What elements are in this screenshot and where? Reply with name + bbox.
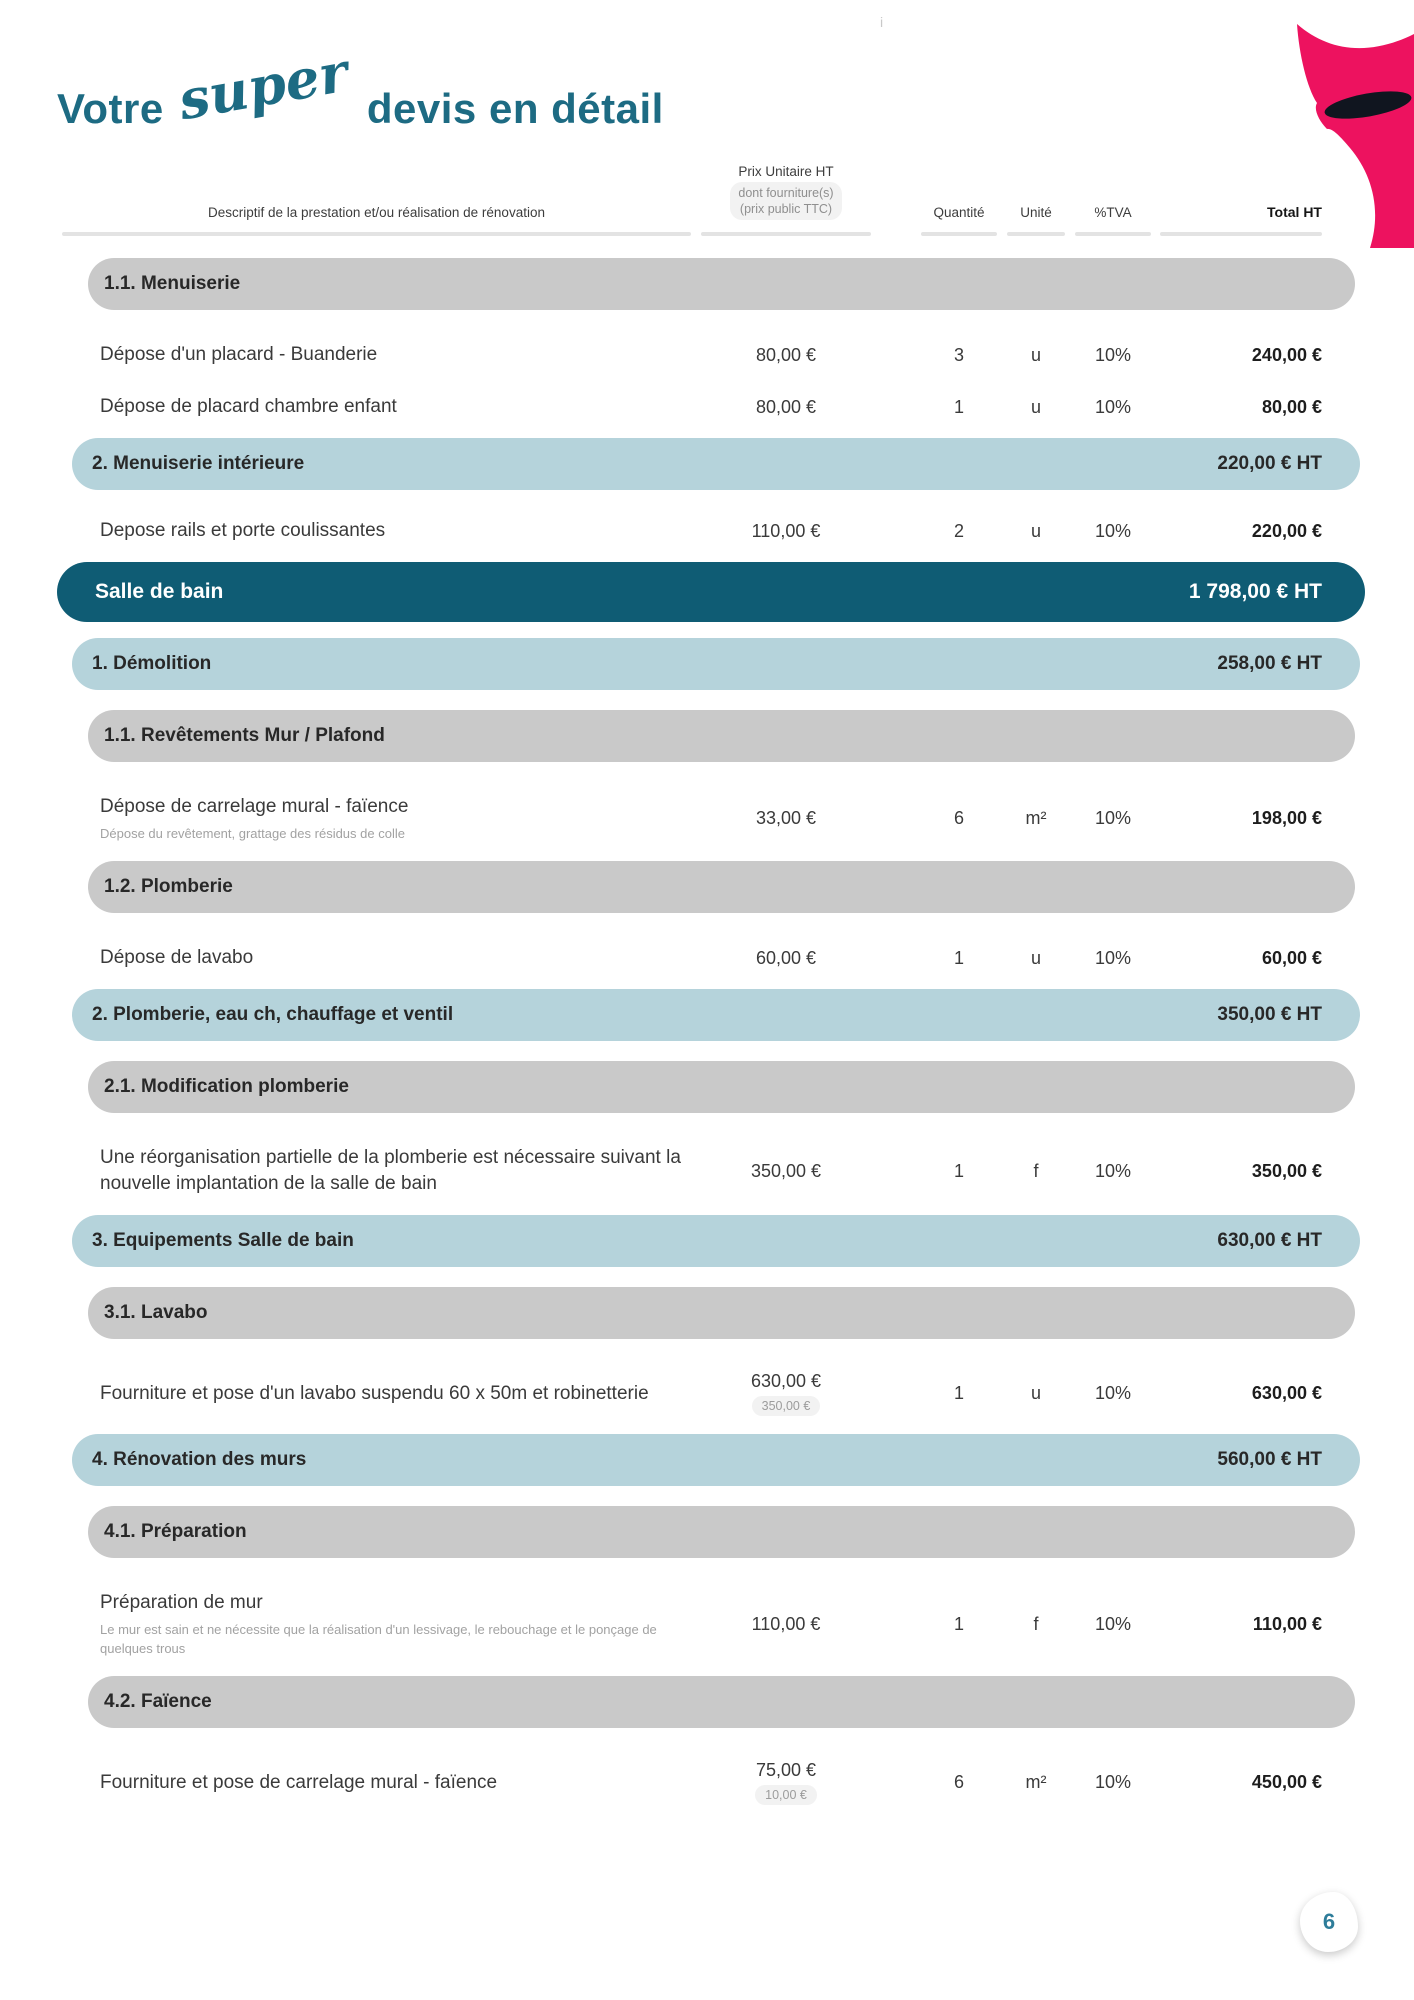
total-ht-cell: 80,00 € bbox=[1261, 396, 1322, 417]
unit-price-header-line2: dont fourniture(s) bbox=[738, 186, 834, 200]
vat-cell: 10% bbox=[1094, 344, 1132, 365]
table-item-row bbox=[57, 1752, 1365, 1813]
column-header-description bbox=[57, 205, 696, 236]
quantity-cell: 3 bbox=[953, 344, 964, 365]
header-underline bbox=[1075, 232, 1151, 236]
item-title: Préparation de mur bbox=[100, 1592, 263, 1613]
quantity-cell: 2 bbox=[953, 520, 964, 541]
total-ht-cell: 630,00 € bbox=[1251, 1383, 1322, 1403]
quantity-cell: 1 bbox=[953, 947, 964, 968]
item-description bbox=[57, 342, 696, 368]
unit-price-value: 80,00 € bbox=[755, 344, 817, 365]
section-subtotal: 630,00 € HT bbox=[1217, 1230, 1322, 1251]
table-item-row bbox=[57, 1582, 1365, 1666]
subsection-bar bbox=[88, 1506, 1355, 1558]
page-title bbox=[57, 39, 1414, 148]
unit-price-value: 60,00 € bbox=[755, 947, 817, 968]
quote-table bbox=[57, 164, 1365, 1813]
room-label: Salle de bain bbox=[95, 580, 224, 603]
item-description bbox=[57, 1770, 696, 1796]
vat-cell: 10% bbox=[1094, 520, 1132, 541]
supply-price-pill: 350,00 € bbox=[752, 1396, 821, 1416]
subsection-bar bbox=[88, 1287, 1355, 1339]
table-item-row bbox=[57, 386, 1365, 428]
section-bar bbox=[72, 1434, 1360, 1486]
unit-price-cell bbox=[696, 808, 876, 829]
vat-cell: 10% bbox=[1094, 808, 1132, 828]
item-title: Fourniture et pose d'un lavabo suspendu 60 x 50m et robinetterie bbox=[100, 1382, 649, 1404]
item-description bbox=[57, 1381, 696, 1407]
unit-cell: u bbox=[1030, 947, 1041, 968]
total-ht-cell: 60,00 € bbox=[1261, 947, 1322, 968]
vat-cell: 10% bbox=[1094, 1772, 1132, 1792]
item-description bbox=[57, 794, 696, 843]
table-item-row bbox=[57, 1137, 1365, 1205]
header-underline bbox=[62, 232, 691, 236]
item-title: Dépose d'un placard - Buanderie bbox=[100, 344, 378, 365]
quantity-header-label: Quantité bbox=[933, 205, 985, 220]
subsection-label: 1.2. Plomberie bbox=[104, 876, 233, 897]
unit-price-value: 33,00 € bbox=[755, 808, 817, 828]
subsection-bar bbox=[88, 710, 1355, 762]
header-underline bbox=[921, 232, 997, 236]
total-ht-cell: 240,00 € bbox=[1251, 344, 1322, 365]
item-description bbox=[57, 945, 696, 971]
total-ht-cell: 198,00 € bbox=[1251, 808, 1322, 828]
unit-price-value: 75,00 € bbox=[755, 1760, 817, 1780]
item-description bbox=[57, 1145, 696, 1197]
section-bar bbox=[72, 1215, 1360, 1267]
table-item-row bbox=[57, 334, 1365, 376]
item-note: Le mur est sain et ne nécessite que la réalisation d'un lessivage, le rebouchage et le ponçage de quelques trous bbox=[100, 1622, 657, 1656]
section-bar bbox=[72, 438, 1360, 490]
unit-price-cell bbox=[696, 345, 876, 366]
unit-price-header-line1: Prix Unitaire HT bbox=[738, 164, 834, 179]
item-note: Dépose du revêtement, grattage des résidus de colle bbox=[100, 826, 405, 841]
quantity-cell: 6 bbox=[953, 808, 964, 828]
subsection-label: 2.1. Modification plomberie bbox=[104, 1076, 349, 1097]
unit-price-value: 350,00 € bbox=[750, 1160, 822, 1181]
column-header-unit bbox=[1002, 205, 1070, 236]
unit-cell: u bbox=[1030, 520, 1041, 541]
item-title: Depose rails et porte coulissantes bbox=[100, 520, 386, 541]
title-prefix: Votre bbox=[57, 84, 164, 132]
vat-cell: 10% bbox=[1094, 1613, 1132, 1634]
vat-cell: 10% bbox=[1094, 396, 1132, 417]
subsection-bar bbox=[88, 258, 1355, 310]
unit-cell: m² bbox=[1025, 1772, 1047, 1792]
unit-price-cell bbox=[696, 397, 876, 418]
unit-cell: u bbox=[1030, 344, 1041, 365]
quantity-cell: 1 bbox=[953, 1383, 964, 1403]
quantity-cell: 1 bbox=[953, 396, 964, 417]
table-header bbox=[57, 164, 1365, 236]
total-ht-cell: 220,00 € bbox=[1251, 520, 1322, 541]
quote-table-body bbox=[57, 258, 1365, 1813]
total-header-label: Total HT bbox=[1267, 204, 1322, 220]
unit-price-cell bbox=[696, 1614, 876, 1635]
stray-mark: i bbox=[880, 14, 884, 30]
page-number: 6 bbox=[1322, 1909, 1336, 1934]
item-description bbox=[57, 1590, 696, 1658]
unit-cell: u bbox=[1030, 1383, 1041, 1403]
vat-cell: 10% bbox=[1094, 1160, 1132, 1181]
item-description bbox=[57, 394, 696, 420]
quantity-cell: 6 bbox=[953, 1772, 964, 1792]
unit-price-value: 110,00 € bbox=[751, 520, 821, 541]
unit-header-label: Unité bbox=[1020, 205, 1052, 220]
total-ht-cell: 350,00 € bbox=[1251, 1160, 1322, 1181]
section-subtotal: 350,00 € HT bbox=[1217, 1004, 1322, 1025]
page-number-badge bbox=[1300, 1892, 1358, 1952]
unit-price-cell bbox=[696, 948, 876, 969]
section-label: 1. Démolition bbox=[92, 653, 212, 674]
section-subtotal: 560,00 € HT bbox=[1217, 1449, 1322, 1470]
item-title: Fourniture et pose de carrelage mural - faïence bbox=[100, 1771, 498, 1793]
unit-price-value: 80,00 € bbox=[755, 396, 817, 417]
total-ht-cell: 110,00 € bbox=[1252, 1613, 1322, 1634]
section-label: 2. Menuiserie intérieure bbox=[92, 453, 305, 474]
title-suffix: devis en détail bbox=[366, 84, 664, 132]
item-title: Dépose de placard chambre enfant bbox=[100, 396, 397, 417]
subsection-label: 4.2. Faïence bbox=[104, 1691, 212, 1712]
room-bar bbox=[57, 562, 1365, 622]
unit-price-value: 630,00 € bbox=[750, 1371, 822, 1391]
vat-cell: 10% bbox=[1094, 1383, 1132, 1403]
table-item-row bbox=[57, 1363, 1365, 1424]
header-underline bbox=[1007, 232, 1065, 236]
subsection-bar bbox=[88, 1061, 1355, 1113]
column-header-description-label: Descriptif de la prestation et/ou réalisation de rénovation bbox=[208, 205, 545, 220]
subsection-label: 4.1. Préparation bbox=[104, 1521, 247, 1542]
subsection-label: 1.1. Revêtements Mur / Plafond bbox=[104, 725, 385, 746]
room-subtotal: 1 798,00 € HT bbox=[1188, 580, 1322, 603]
unit-price-cell bbox=[696, 1371, 876, 1416]
column-header-vat bbox=[1070, 205, 1156, 236]
vat-header-label: %TVA bbox=[1094, 205, 1132, 220]
item-description bbox=[57, 518, 696, 544]
column-header-unit-price bbox=[696, 164, 876, 236]
unit-price-cell bbox=[696, 1161, 876, 1182]
item-title: Une réorganisation partielle de la plomberie est nécessaire suivant la nouvelle implantation de la salle de bain bbox=[100, 1147, 681, 1194]
subsection-label: 1.1. Menuiserie bbox=[104, 273, 241, 294]
title-script-word: super bbox=[173, 39, 353, 133]
unit-cell: f bbox=[1033, 1613, 1039, 1634]
unit-price-header-pill bbox=[730, 182, 841, 220]
unit-cell: u bbox=[1030, 396, 1041, 417]
section-label: 2. Plomberie, eau ch, chauffage et ventil bbox=[92, 1004, 454, 1025]
unit-price-cell bbox=[696, 521, 876, 542]
unit-cell: m² bbox=[1025, 808, 1047, 828]
item-title: Dépose de lavabo bbox=[100, 947, 254, 968]
unit-price-header-line3: (prix public TTC) bbox=[739, 202, 833, 216]
supply-price-pill: 10,00 € bbox=[755, 1785, 817, 1805]
unit-price-cell bbox=[696, 1760, 876, 1805]
unit-cell: f bbox=[1033, 1160, 1039, 1181]
header-underline bbox=[701, 232, 871, 236]
section-bar bbox=[72, 989, 1360, 1041]
vat-cell: 10% bbox=[1094, 947, 1132, 968]
table-item-row bbox=[57, 786, 1365, 851]
table-item-row bbox=[57, 937, 1365, 979]
section-subtotal: 258,00 € HT bbox=[1217, 653, 1322, 674]
quantity-cell: 1 bbox=[953, 1613, 964, 1634]
section-subtotal: 220,00 € HT bbox=[1217, 453, 1322, 474]
table-item-row bbox=[57, 510, 1365, 552]
brand-swoosh-icon bbox=[1254, 0, 1414, 248]
subsection-bar bbox=[88, 1676, 1355, 1728]
quantity-cell: 1 bbox=[953, 1160, 964, 1181]
subsection-label: 3.1. Lavabo bbox=[104, 1302, 208, 1323]
column-header-quantity bbox=[916, 205, 1002, 236]
subsection-bar bbox=[88, 861, 1355, 913]
section-label: 3. Equipements Salle de bain bbox=[92, 1230, 354, 1251]
total-ht-cell: 450,00 € bbox=[1251, 1772, 1322, 1792]
item-title: Dépose de carrelage mural - faïence bbox=[100, 796, 409, 817]
section-label: 4. Rénovation des murs bbox=[92, 1449, 307, 1470]
section-bar bbox=[72, 638, 1360, 690]
unit-price-value: 110,00 € bbox=[751, 1613, 821, 1634]
